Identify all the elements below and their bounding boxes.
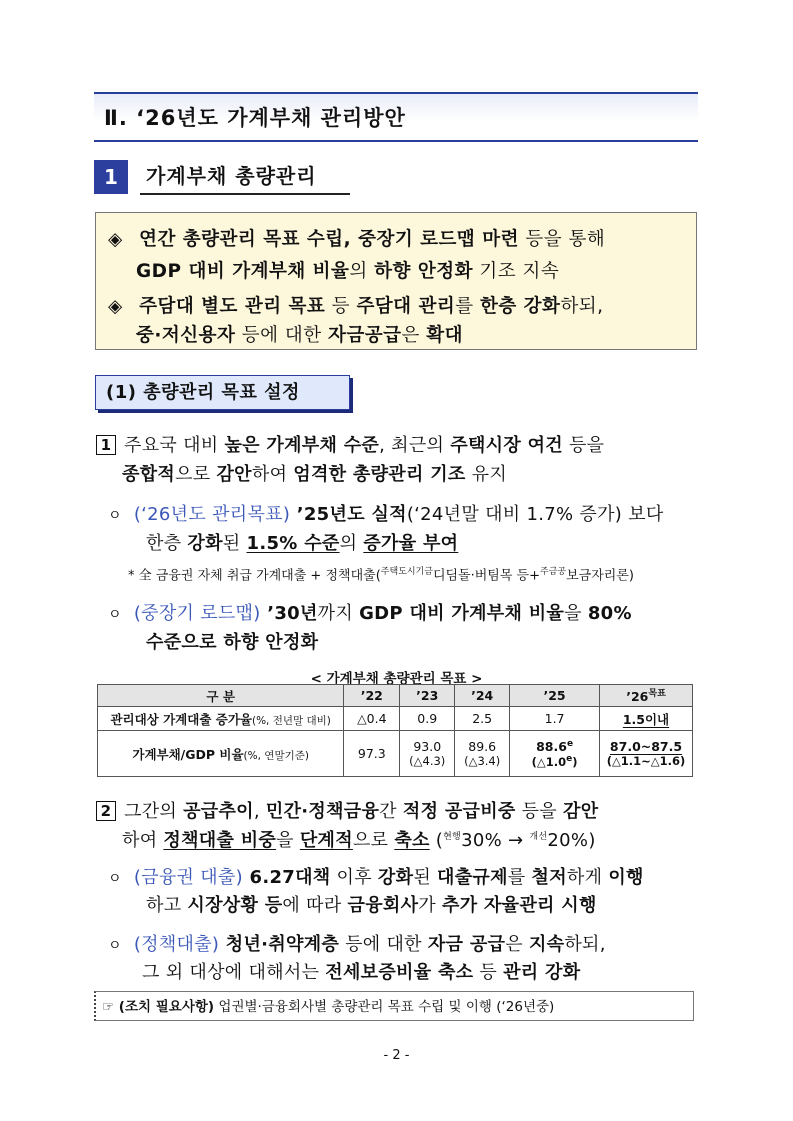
text: 금융회사 (347, 895, 419, 916)
summary-text: 의 (349, 261, 375, 282)
text: (△1.0 (531, 754, 567, 769)
text: 하여 (122, 830, 164, 851)
table-header: ’24 (455, 685, 510, 707)
summary-text: 연간 총량관리 목표 수립, 중장기 로드맵 마련 (139, 229, 519, 250)
subsection-number: 1 (94, 160, 128, 194)
table-cell (600, 707, 693, 731)
text: 까지 (317, 603, 360, 624)
text: 청년·취약계층 (219, 934, 340, 955)
text: 간 (379, 801, 403, 822)
summary-text: 하향 안정화 (374, 261, 473, 282)
text: 디딤돌·버팀목 등+ (432, 568, 541, 584)
text: , (253, 801, 266, 822)
table-header: ’25 (510, 685, 600, 707)
text: 관리 강화 (503, 962, 581, 983)
text: 정책대출 비중 (163, 830, 277, 851)
summary-text: 자금공급 (328, 325, 402, 346)
summary-text: 중·저신용자 (136, 325, 236, 346)
table-cell: 2.5 (455, 707, 510, 731)
table-cell (400, 731, 455, 777)
diamond-in-diamond-icon: ◈ (108, 296, 123, 317)
summary-text: 주담대 관리 (356, 296, 456, 317)
text: 감안 (216, 464, 252, 485)
text: 업권별·금융회사별 총량관리 목표 수립 및 이행 (‘26년중) (214, 999, 555, 1015)
summary-text: 한층 강화 (480, 296, 561, 317)
text: 된 (222, 533, 247, 554)
text: GDP 대비 가계부채 비율 (359, 603, 565, 624)
text: ’30년 (260, 603, 318, 624)
superscript: 목표 (648, 689, 666, 700)
text: 그 외 대상에 대해서는 (142, 962, 326, 983)
bullet-2-line-1 (108, 599, 632, 625)
text: ) (572, 754, 578, 769)
table-header: ’23 (400, 685, 455, 707)
row-label (98, 731, 344, 777)
text: 등을 (562, 435, 605, 456)
text: 하여 (251, 464, 294, 485)
text: 한층 (146, 533, 188, 554)
text: 시장상황 등 (187, 895, 283, 916)
summary-box (95, 212, 697, 350)
text: 민간·정책금융 (265, 801, 380, 822)
table-row (98, 707, 693, 731)
text: 감안 (563, 801, 599, 822)
text: 6.27대책 (242, 867, 331, 888)
text: 등에 대한 (339, 934, 428, 955)
goal-table (97, 684, 693, 777)
text: * 全 금융권 자체 취급 가계대출 + 정책대출( (128, 568, 381, 584)
bullet-4-line-1 (108, 930, 606, 956)
text (510, 754, 599, 769)
diamond-in-diamond-icon: ◈ (108, 229, 123, 250)
text: 대출규제 (437, 867, 508, 888)
text: 88.6 (536, 738, 567, 754)
text: 을 (276, 830, 300, 851)
text: 유지 (465, 464, 508, 485)
text: 추가 자율관리 시행 (442, 895, 597, 916)
table-cell: 97.3 (344, 731, 400, 777)
footnote (128, 564, 634, 583)
text: 에 따라 (282, 895, 348, 916)
text: 엄격한 총량관리 기조 (293, 464, 466, 485)
text: 을 (564, 603, 588, 624)
superscript: e (566, 738, 574, 749)
summary-line-4 (136, 321, 463, 347)
text (510, 739, 599, 754)
text: 자금 공급 (427, 934, 506, 955)
text: 전세보증비율 축소 (325, 962, 474, 983)
text: 87.0~87.5 (609, 739, 683, 754)
summary-text: 하되, (560, 296, 604, 317)
text: 지속 (528, 934, 565, 955)
table-cell: 0.9 (400, 707, 455, 731)
table-cell: 1.7 (510, 707, 600, 731)
text: 그간의 (124, 801, 184, 822)
text: (△4.3) (409, 754, 446, 768)
text: 적정 공급비중 (402, 801, 516, 822)
text: 관리대상 가계대출 증가율 (110, 711, 252, 727)
bullet-3-line-2 (146, 891, 597, 917)
text: (△3.4) (464, 754, 501, 768)
text: ’25년도 실적 (290, 504, 407, 525)
text: (‘24년말 대비 1.7% 증가) 보다 (406, 504, 664, 525)
section-header (94, 92, 698, 142)
summary-text: GDP 대비 가계부채 비율 (136, 261, 350, 282)
text: 이후 (330, 867, 378, 888)
paragraph-1-line-2 (122, 460, 507, 486)
text: 으로 (352, 830, 395, 851)
superscript: e (566, 753, 573, 764)
text: 으로 (175, 464, 217, 485)
summary-text: 등 (325, 296, 357, 317)
text: 를 (507, 867, 532, 888)
text: , 최근의 (379, 435, 451, 456)
action-required-box (94, 991, 694, 1021)
superscript: 주금공 (540, 567, 567, 577)
bullet-4-line-2 (142, 958, 580, 984)
bullet-icon: ㅇ (108, 607, 122, 623)
subsection-title: 가계부채 총량관리 (140, 160, 350, 195)
text: 이행 (608, 867, 644, 888)
text: 30% → (461, 830, 530, 851)
bullet-icon: ㅇ (108, 508, 122, 524)
text: 은 (505, 934, 529, 955)
table-cell: △0.4 (344, 707, 400, 731)
text: 단계적 (299, 830, 353, 851)
text: 의 (339, 533, 364, 554)
text: 종합적 (122, 464, 176, 485)
table-cell (455, 731, 510, 777)
superscript: 주택도시기금 (380, 567, 433, 577)
summary-text: 기조 지속 (472, 261, 560, 282)
text: 등 (473, 962, 504, 983)
text: 증가율 부여 (363, 533, 459, 554)
table-header-row (98, 685, 693, 707)
superscript: 개선 (529, 832, 548, 842)
paragraph-2-line-2 (122, 826, 596, 852)
bullet-3-line-1 (108, 863, 644, 889)
table-header (600, 685, 693, 707)
text: 89.6 (468, 739, 497, 754)
bullet-1-line-2 (146, 529, 458, 555)
text: 강화 (187, 533, 223, 554)
page-number: - 2 - (383, 1048, 410, 1063)
paragraph-number-box: 2 (96, 801, 116, 821)
summary-text: 확대 (426, 325, 464, 346)
text: 보금자리론) (566, 568, 634, 584)
table-row (98, 731, 693, 777)
summary-line-1 (108, 225, 605, 251)
bullet-tag: (금융권 대출) (133, 867, 243, 888)
text: 1.5이내 (622, 711, 670, 727)
text: 하고 (146, 895, 188, 916)
table-cell (600, 731, 693, 777)
text: 등을 (515, 801, 564, 822)
text: 1.5% 수준 (246, 533, 340, 554)
text: 주택시장 여건 (450, 435, 563, 456)
text: 수준으로 하향 안정화 (146, 632, 319, 653)
row-label (98, 707, 344, 731)
paragraph-number-box: 1 (96, 435, 116, 455)
text: 하게 (566, 867, 609, 888)
bullet-tag: (‘26년도 관리목표) (133, 504, 291, 525)
text: 축소 (394, 830, 430, 851)
text: 80% (587, 603, 632, 624)
text: 가계부채/GDP 비율 (132, 746, 244, 762)
text: 93.0 (413, 739, 442, 754)
subheading-pill: (1) 총량관리 목표 설정 (95, 375, 350, 410)
text: 주요국 대비 (124, 435, 225, 456)
bullet-tag: (정책대출) (133, 934, 220, 955)
summary-text: 등에 대한 (235, 325, 329, 346)
text: (조치 필요사항) (114, 999, 215, 1015)
summary-line-3 (108, 292, 604, 318)
text: 가 (418, 895, 443, 916)
section-title: Ⅱ. ‘26년도 가계부채 관리방안 (104, 106, 406, 130)
text: 높은 가계부채 수준 (224, 435, 380, 456)
pointing-hand-icon: ☞ (102, 999, 115, 1015)
summary-text: 등을 통해 (518, 229, 606, 250)
bullet-icon: ㅇ (108, 871, 122, 887)
superscript: 현행 (443, 832, 462, 842)
text: 철저 (531, 867, 567, 888)
summary-text: 은 (401, 325, 427, 346)
text: 공급추이 (183, 801, 254, 822)
text: 강화 (377, 867, 414, 888)
text: ( (429, 830, 444, 851)
summary-text: 주담대 별도 관리 목표 (139, 296, 326, 317)
text: 하되, (564, 934, 606, 955)
text: 20%) (547, 830, 596, 851)
paragraph-2-line-1 (96, 797, 598, 823)
paragraph-1-line-1 (96, 431, 604, 457)
table-title: < 가계부채 총량관리 목표 > (310, 671, 483, 687)
table-header: 구 분 (98, 685, 344, 707)
bullet-2-line-2 (146, 628, 318, 654)
bullet-icon: ㅇ (108, 938, 122, 954)
text: 된 (413, 867, 438, 888)
text: ’26 (626, 689, 649, 705)
table-cell (510, 731, 600, 777)
bullet-1-line-1 (108, 500, 664, 526)
summary-text: 를 (455, 296, 480, 317)
text: (△1.1~△1.6) (606, 754, 686, 768)
text: (%, 전년말 대비) (251, 714, 331, 727)
text: (%, 연말기준) (243, 749, 309, 762)
bullet-tag: (중장기 로드맵) (133, 603, 261, 624)
table-header: ’22 (344, 685, 400, 707)
summary-line-2 (136, 257, 559, 283)
